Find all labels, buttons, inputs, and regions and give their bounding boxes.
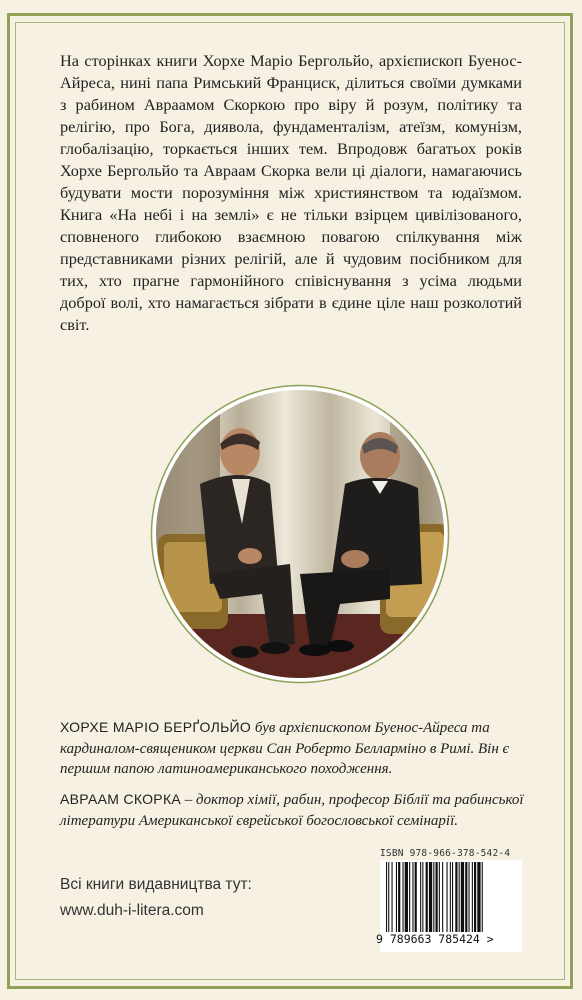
barcode-digits: 9 789663 785424 > <box>376 932 494 946</box>
isbn-text: ISBN 978-966-378-542-4 <box>380 848 511 859</box>
publisher-url[interactable]: www.duh-i-litera.com <box>60 902 204 919</box>
author-name: ХОРХЕ МАРІО БЕРҐОЛЬЙО <box>60 719 252 735</box>
authors-photo <box>150 384 450 684</box>
author-bio-bergoglio <box>60 717 530 780</box>
author-description: був архієпископом Буенос-Айреса та кардиналом-священиком церкви Сан Роберто Белларміно в Римі. Він є першим папою латиноамериканського походження. <box>60 720 510 777</box>
author-description: – доктор хімії, рабин, професор Біблії та рабинської літератури Американської єврейської богословської семінарії. <box>60 792 524 829</box>
author-bio-skorka <box>60 789 530 831</box>
author-name: АВРААМ СКОРКА <box>60 791 182 807</box>
book-blurb: На сторінках книги Хорхе Маріо Бергольйо, архієпископ Буенос-Айреса, нині папа Римський Франциск, ділиться своїми думками з рабином Авраамом Скоркою про віру й розум, політику та релігію, про Бога, диявола, фундаменталізм, атеїзм, комунізм, глобалізацію, торкається інших тем. Впродовж багатьох років Хорхе Бергольйо та Авраам Скорка вели ці діалоги, намагаючись будувати мости порозуміння між християнством та юдаїзмом. Книга «На небі і на землі» є не тільки взірцем цивілізованого, сповненого глибокою взаємною повагою спілкування між представниками різних релігій, але й чудовим посібником для тих, хто прагне гармонійного співіснування з усіма людьми доброї волі, хто намагається зібрати в єдине ціле наш розколотий світ. <box>60 51 522 334</box>
publisher-label: Всі книги видавництва тут: <box>60 876 252 893</box>
